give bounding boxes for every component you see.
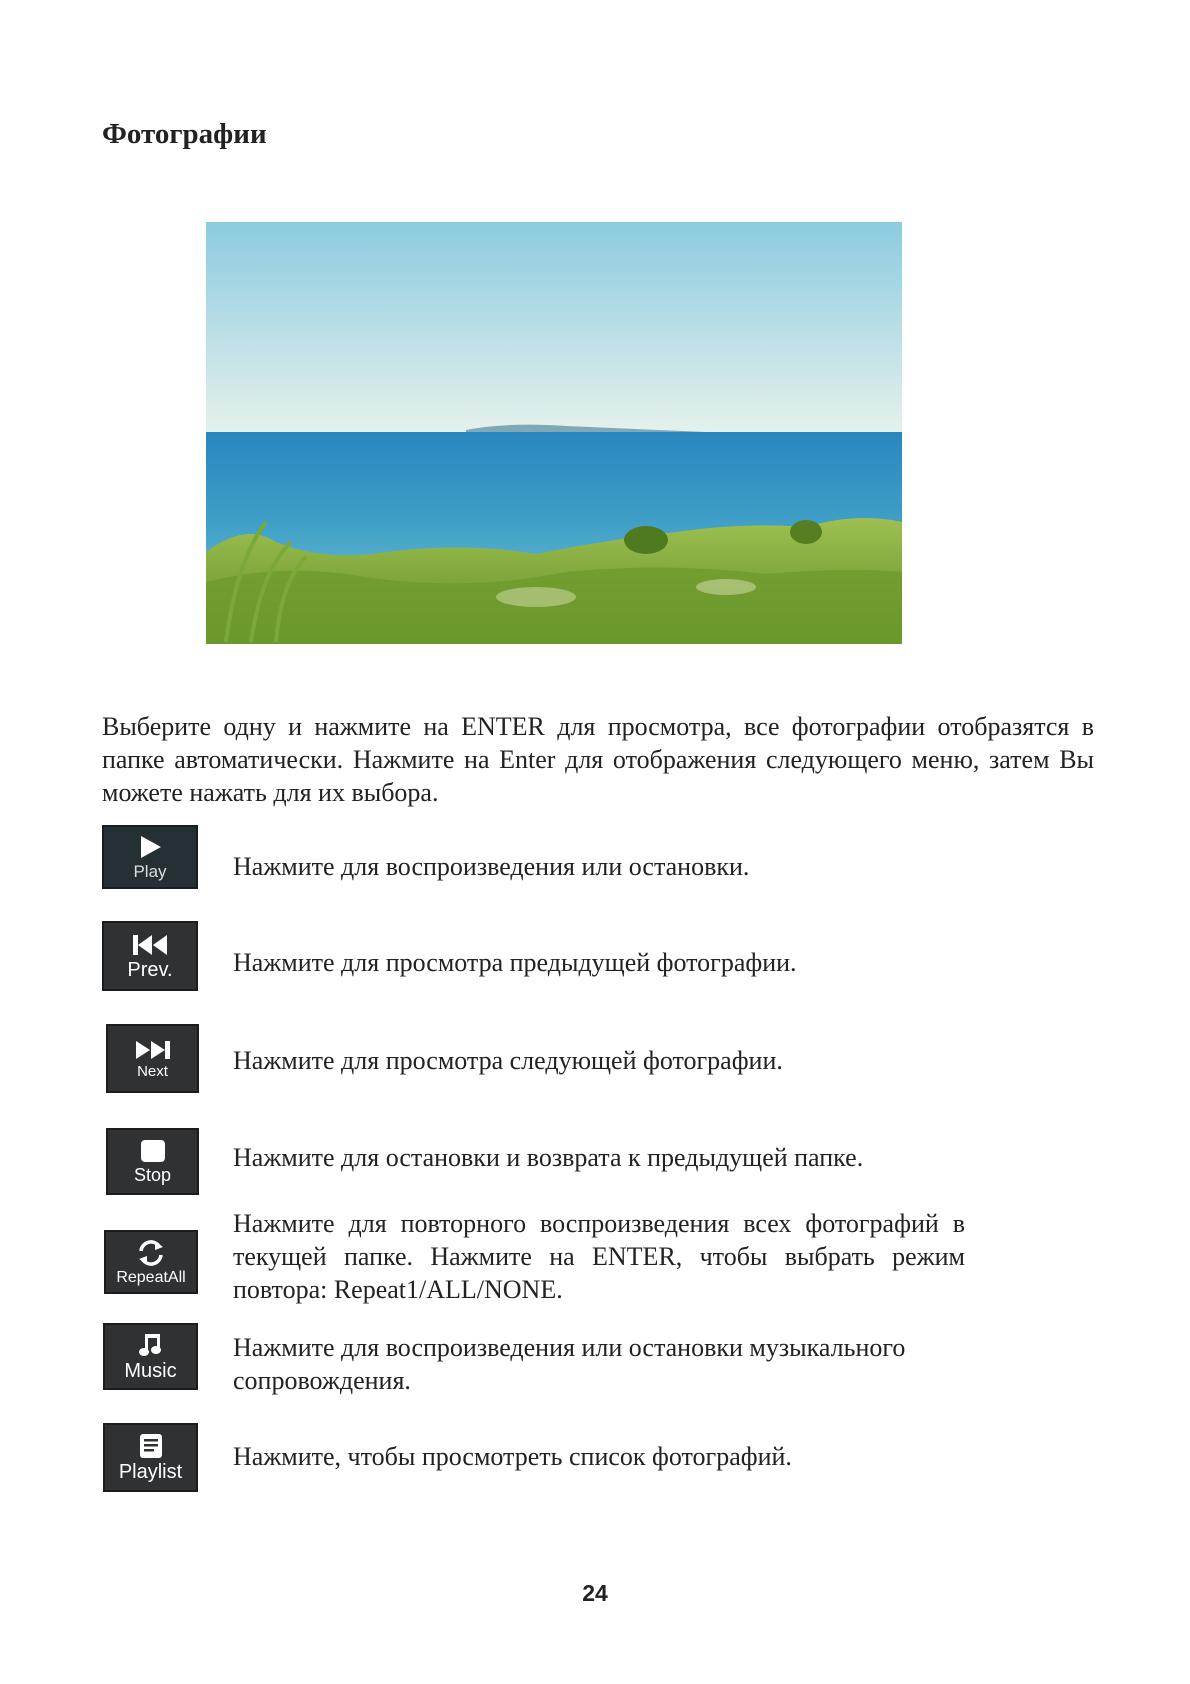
intro-paragraph: Выберите одну и нажмите на ENTER для просмотра, все фотографии отобразятся в папке автоматически. Нажмите на Enter для отображения следующего меню, затем Вы можете нажать для их выбора.: [102, 712, 1094, 807]
music-label: Music: [124, 1360, 177, 1382]
play-button[interactable]: [102, 825, 198, 889]
next-description: Нажмите для просмотра следующей фотографии.: [233, 1046, 783, 1075]
stop-label: Stop: [133, 1165, 172, 1185]
play-label: Play: [133, 862, 167, 881]
stop-button[interactable]: [106, 1128, 199, 1195]
play-description: Нажмите для воспроизведения или остановки.: [233, 852, 750, 881]
stop-icon: [140, 1139, 166, 1163]
sea-landscape-photo: [206, 222, 902, 644]
previous-button[interactable]: [102, 921, 198, 991]
repeat-all-button[interactable]: [104, 1230, 198, 1294]
next-icon: [134, 1039, 172, 1061]
page-title: Фотографии: [102, 118, 267, 150]
playlist-icon: [139, 1433, 163, 1459]
playlist-description: Нажмите, чтобы просмотреть список фотографий.: [233, 1442, 792, 1471]
stop-description: Нажмите для остановки и возврата к предыдущей папке.: [233, 1143, 864, 1172]
next-button[interactable]: [106, 1024, 199, 1093]
music-button[interactable]: [103, 1323, 198, 1390]
previous-label: Prev.: [127, 958, 173, 981]
next-label: Next: [137, 1062, 168, 1080]
music-note-icon: [139, 1332, 163, 1358]
playlist-label: Playlist: [118, 1461, 183, 1483]
previous-description: Нажмите для просмотра предыдущей фотографии.: [233, 948, 797, 977]
playlist-button[interactable]: [103, 1423, 198, 1492]
repeat-all-label: RepeatAll: [116, 1268, 186, 1286]
play-icon: [137, 834, 163, 860]
repeat-icon: [136, 1239, 166, 1267]
page-number: 24: [582, 1580, 608, 1606]
repeat-all-description: Нажмите для повторного воспроизведения всех фотографий в текущей папке. Нажмите на ENTER, чтобы выбрать режим повтора: Repeat1/ALL/NONE.: [233, 1209, 965, 1304]
previous-icon: [131, 933, 169, 957]
music-description: Нажмите для воспроизведения или остановки музыкального сопровождения.: [233, 1333, 906, 1395]
